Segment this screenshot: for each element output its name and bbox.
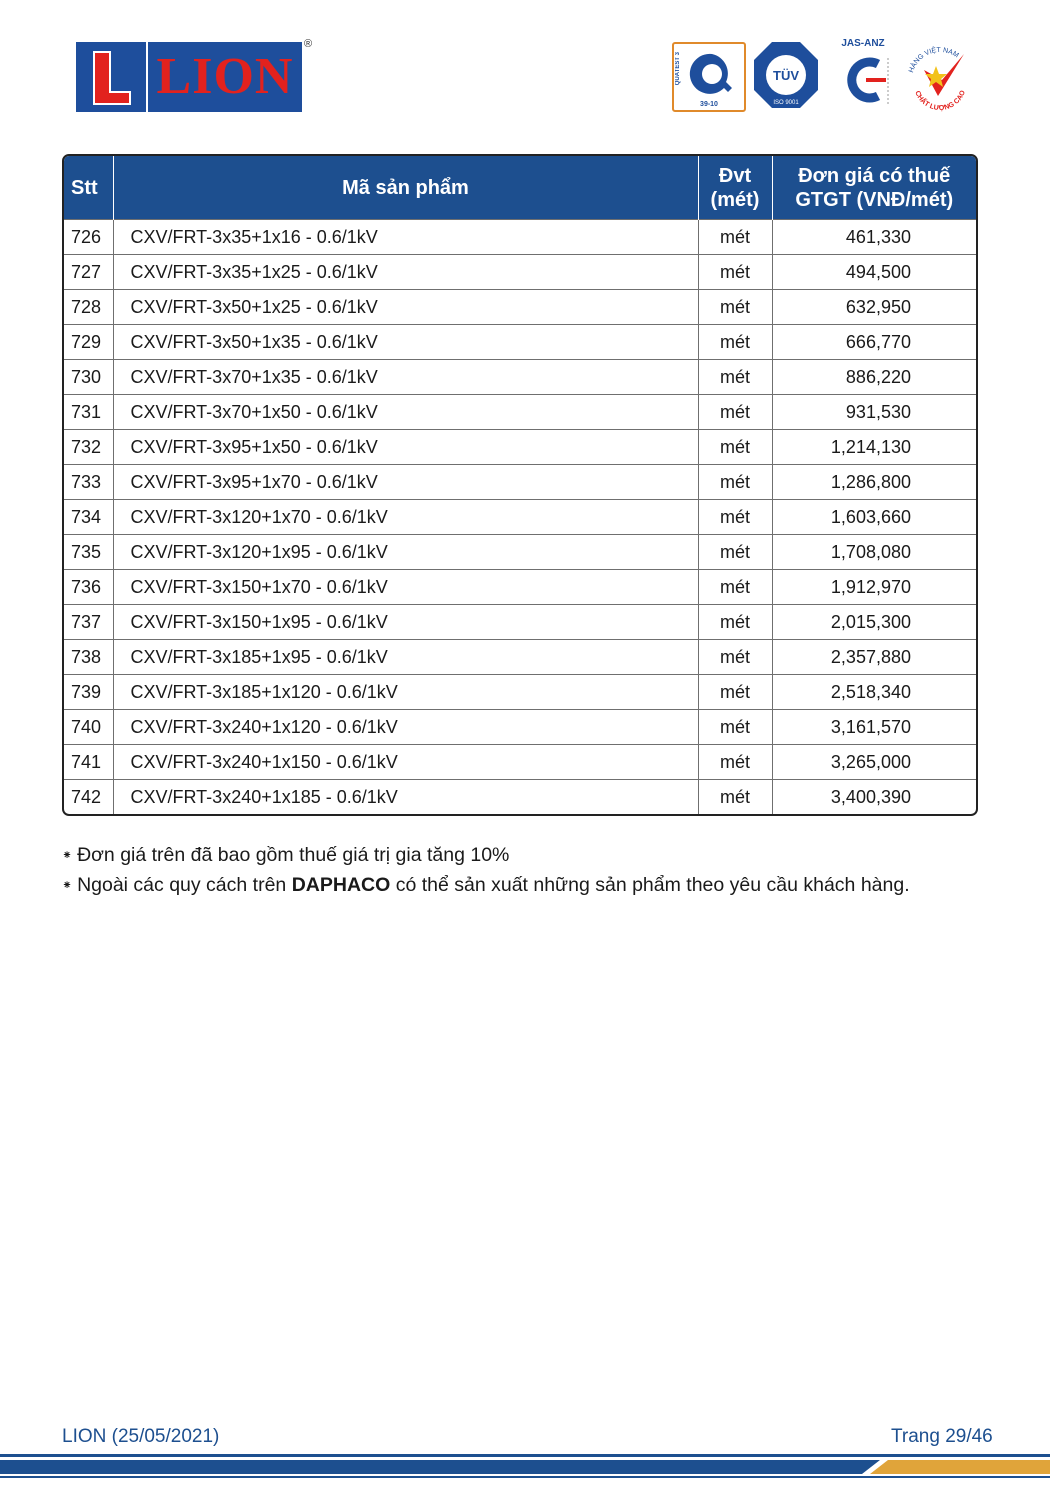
footer-date: LION (25/05/2021) <box>62 1426 220 1447</box>
cell-unit: mét <box>698 255 772 290</box>
cell-code: CXV/FRT-3x95+1x70 - 0.6/1kV <box>113 465 698 500</box>
cell-stt: 740 <box>64 710 113 745</box>
cell-price: 2,518,340 <box>772 675 976 710</box>
cell-code: CXV/FRT-3x185+1x95 - 0.6/1kV <box>113 640 698 675</box>
cell-unit: mét <box>698 465 772 500</box>
cell-code: CXV/FRT-3x120+1x95 - 0.6/1kV <box>113 535 698 570</box>
cell-price: 931,530 <box>772 395 976 430</box>
table-row <box>64 255 976 290</box>
lion-logo-mark <box>76 42 146 112</box>
cell-code: CXV/FRT-3x185+1x120 - 0.6/1kV <box>113 675 698 710</box>
cell-stt: 729 <box>64 325 113 360</box>
lion-logo <box>76 38 316 114</box>
column-header-stt: Stt <box>64 156 113 220</box>
column-header-unit <box>698 156 772 220</box>
cell-unit: mét <box>698 570 772 605</box>
cell-code: CXV/FRT-3x35+1x16 - 0.6/1kV <box>113 220 698 255</box>
cell-unit: mét <box>698 710 772 745</box>
table-row <box>64 780 976 815</box>
table-row <box>64 535 976 570</box>
column-header-price <box>772 156 976 220</box>
cell-stt: 730 <box>64 360 113 395</box>
cell-stt: 732 <box>64 430 113 465</box>
cell-code: CXV/FRT-3x70+1x35 - 0.6/1kV <box>113 360 698 395</box>
cell-stt: 727 <box>64 255 113 290</box>
cell-code: CXV/FRT-3x240+1x150 - 0.6/1kV <box>113 745 698 780</box>
registered-mark: ® <box>304 38 313 50</box>
cell-price: 666,770 <box>772 325 976 360</box>
cell-stt: 736 <box>64 570 113 605</box>
table-row <box>64 465 976 500</box>
column-header-price-line2: GTGT (VNĐ/mét) <box>795 188 954 211</box>
cell-code: CXV/FRT-3x70+1x50 - 0.6/1kV <box>113 395 698 430</box>
cell-unit: mét <box>698 745 772 780</box>
column-header-unit-line2: (mét) <box>710 188 760 211</box>
table-row <box>64 290 976 325</box>
table-row <box>64 570 976 605</box>
table-row <box>64 325 976 360</box>
quatest-cert-icon <box>672 42 746 112</box>
cell-unit: mét <box>698 290 772 325</box>
footer-stripes <box>0 1452 1050 1499</box>
cell-price: 1,708,080 <box>772 535 976 570</box>
cell-unit: mét <box>698 360 772 395</box>
table-row <box>64 360 976 395</box>
cell-price: 632,950 <box>772 290 976 325</box>
quatest-label: QUATEST 3 <box>675 52 681 86</box>
cell-stt: 737 <box>64 605 113 640</box>
svg-text:CHẤT LƯỢNG CAO <box>913 89 967 112</box>
footer-page-number: Trang 29/46 <box>891 1426 993 1447</box>
cell-code: CXV/FRT-3x150+1x95 - 0.6/1kV <box>113 605 698 640</box>
cell-stt: 734 <box>64 500 113 535</box>
cell-unit: mét <box>698 640 772 675</box>
cell-code: CXV/FRT-3x35+1x25 - 0.6/1kV <box>113 255 698 290</box>
cell-code: CXV/FRT-3x50+1x25 - 0.6/1kV <box>113 290 698 325</box>
jas-anz-cert-icon <box>830 38 896 110</box>
table-row <box>64 605 976 640</box>
table-row <box>64 220 976 255</box>
cell-price: 3,265,000 <box>772 745 976 780</box>
cell-price: 1,286,800 <box>772 465 976 500</box>
notes <box>62 840 910 900</box>
note-custom-text-before: Ngoài các quy cách trên <box>77 874 292 896</box>
price-table-container <box>62 154 978 816</box>
cell-stt: 731 <box>64 395 113 430</box>
certification-logos <box>672 38 982 114</box>
table-row <box>64 745 976 780</box>
table-row <box>64 710 976 745</box>
cell-stt: 726 <box>64 220 113 255</box>
table-row <box>64 675 976 710</box>
cell-unit: mét <box>698 675 772 710</box>
cell-stt: 738 <box>64 640 113 675</box>
cell-unit: mét <box>698 500 772 535</box>
vn-quality-top-label: HÀNG VIỆT NAM <box>908 46 960 74</box>
lion-l-icon <box>90 50 134 106</box>
cell-price: 1,214,130 <box>772 430 976 465</box>
cell-price: 1,912,970 <box>772 570 976 605</box>
note-bullet-icon: ⁕ <box>62 878 73 892</box>
column-header-code: Mã sản phẩm <box>113 156 698 220</box>
jas-anz-label: JAS-ANZ <box>841 38 885 49</box>
cell-unit: mét <box>698 325 772 360</box>
cell-code: CXV/FRT-3x150+1x70 - 0.6/1kV <box>113 570 698 605</box>
cell-price: 2,015,300 <box>772 605 976 640</box>
cell-price: 1,603,660 <box>772 500 976 535</box>
cell-stt: 733 <box>64 465 113 500</box>
table-row <box>64 640 976 675</box>
note-company-name: DAPHACO <box>291 874 391 896</box>
cell-stt: 735 <box>64 535 113 570</box>
column-header-unit-line1: Đvt <box>718 164 752 187</box>
table-row <box>64 430 976 465</box>
quatest-number: 39-10 <box>700 101 718 108</box>
cell-price: 886,220 <box>772 360 976 395</box>
price-table <box>64 156 976 814</box>
tuv-label: TÜV <box>773 68 799 83</box>
cell-code: CXV/FRT-3x240+1x185 - 0.6/1kV <box>113 780 698 815</box>
vietnam-high-quality-icon <box>902 40 978 112</box>
note-vat-text: Đơn giá trên đã bao gồm thuế giá trị gia tăng 10% <box>77 844 510 866</box>
cell-unit: mét <box>698 430 772 465</box>
cell-price: 494,500 <box>772 255 976 290</box>
note-custom-text-after: có thể sản xuất những sản phẩm theo yêu cầu khách hàng. <box>390 874 910 896</box>
lion-logo-word: LION <box>148 42 302 112</box>
cell-unit: mét <box>698 605 772 640</box>
cell-code: CXV/FRT-3x120+1x70 - 0.6/1kV <box>113 500 698 535</box>
column-header-price-line1: Đơn giá có thuế <box>798 164 951 187</box>
vn-quality-bottom-label: CHẤT LƯỢNG CAO <box>913 89 967 112</box>
cell-code: CXV/FRT-3x240+1x120 - 0.6/1kV <box>113 710 698 745</box>
cell-code: CXV/FRT-3x95+1x50 - 0.6/1kV <box>113 430 698 465</box>
note-bullet-icon: ⁕ <box>62 848 73 862</box>
cell-price: 3,161,570 <box>772 710 976 745</box>
note-vat <box>62 840 910 870</box>
table-row <box>64 395 976 430</box>
cell-price: 3,400,390 <box>772 780 976 815</box>
cell-unit: mét <box>698 220 772 255</box>
cell-price: 2,357,880 <box>772 640 976 675</box>
table-row <box>64 500 976 535</box>
note-custom-orders <box>62 870 910 900</box>
price-table-body <box>64 220 976 815</box>
cell-stt: 742 <box>64 780 113 815</box>
cell-unit: mét <box>698 535 772 570</box>
price-table-header <box>64 156 976 220</box>
tuv-cert-icon <box>752 40 820 110</box>
tuv-sub-label: ISO 9001 <box>773 100 799 106</box>
cell-price: 461,330 <box>772 220 976 255</box>
cell-stt: 728 <box>64 290 113 325</box>
cell-unit: mét <box>698 780 772 815</box>
cell-stt: 741 <box>64 745 113 780</box>
cell-stt: 739 <box>64 675 113 710</box>
cell-unit: mét <box>698 395 772 430</box>
cell-code: CXV/FRT-3x50+1x35 - 0.6/1kV <box>113 325 698 360</box>
